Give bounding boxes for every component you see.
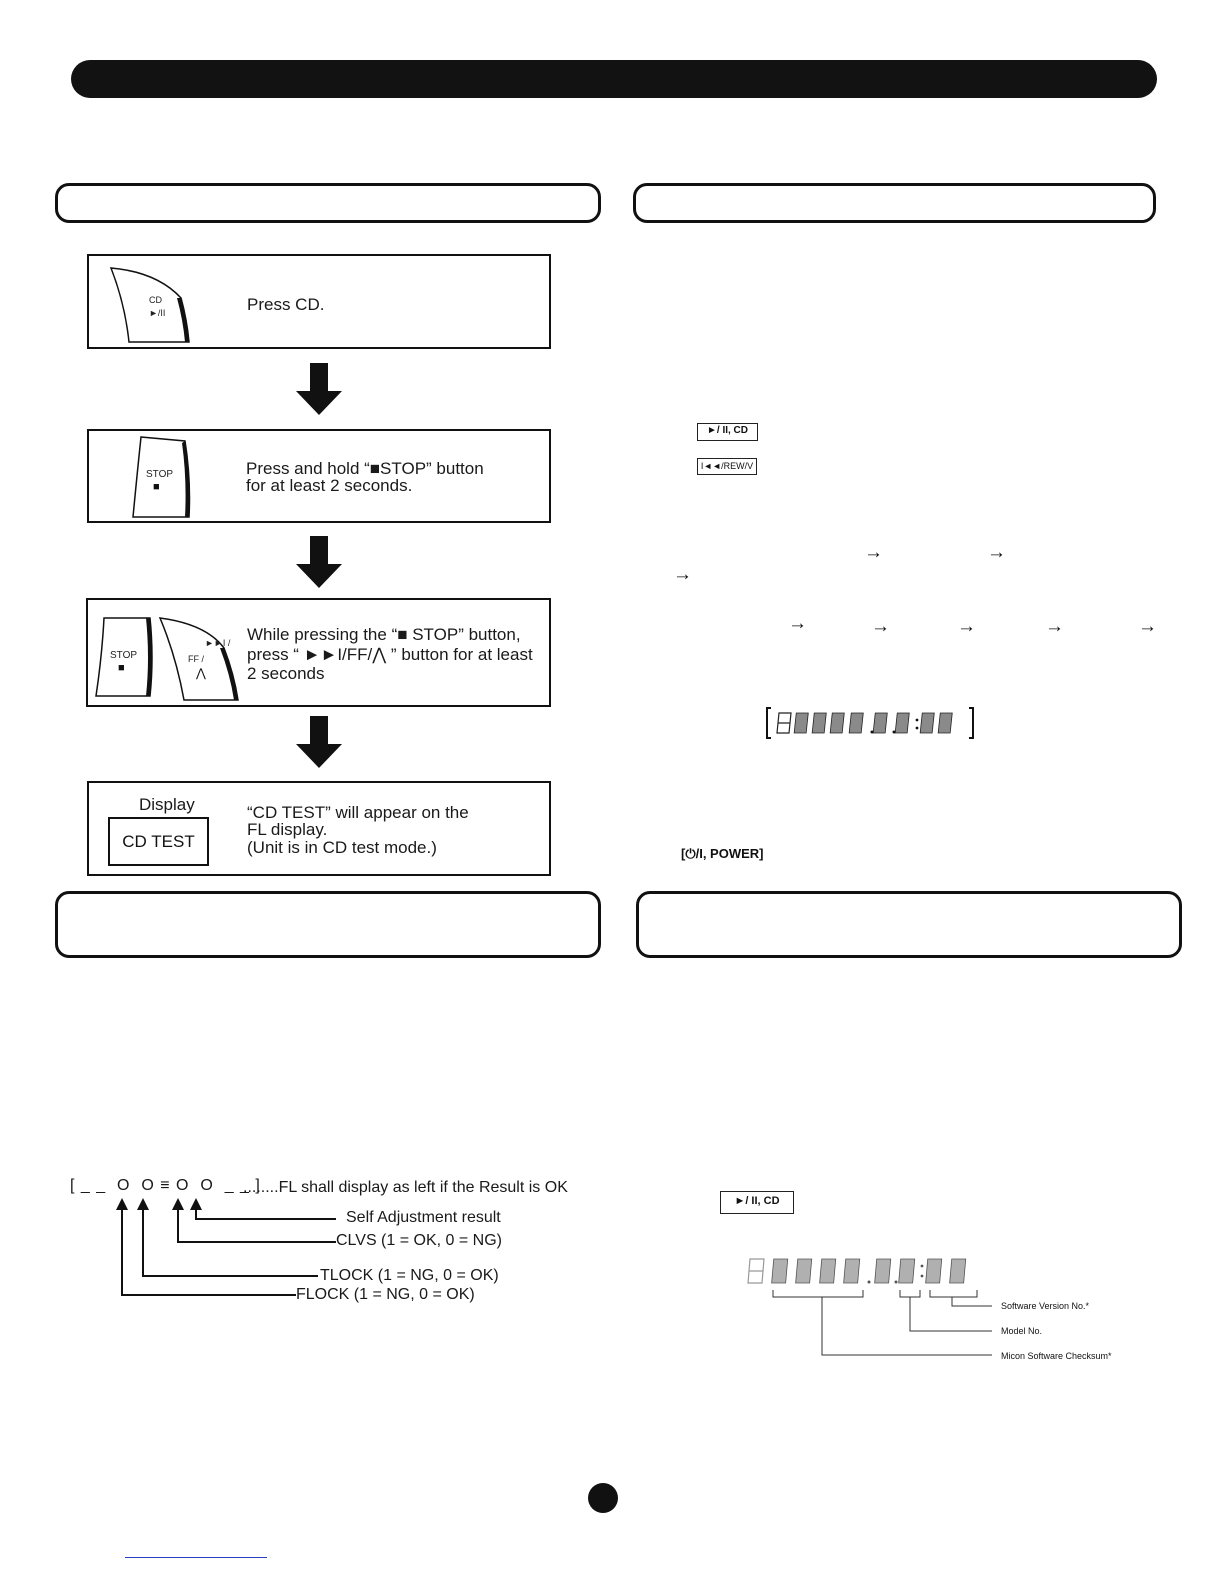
page-number-badge bbox=[588, 1483, 618, 1513]
step-3-text-line3: 2 seconds bbox=[247, 664, 325, 683]
stop-button-label: STOP bbox=[110, 650, 138, 661]
step-1-box bbox=[87, 254, 551, 349]
step-2-box bbox=[87, 429, 551, 523]
right-arrow-icon: → bbox=[1045, 616, 1064, 637]
tlock-label: TLOCK (1 = NG, 0 = OK) bbox=[320, 1267, 499, 1284]
right-arrow-icon: → bbox=[673, 564, 692, 585]
page-title-bar bbox=[71, 60, 1157, 98]
model-no-label: Model No. bbox=[1001, 1326, 1043, 1336]
self-adjustment-label: Self Adjustment result bbox=[346, 1209, 501, 1226]
fl-display-box: CD TEST bbox=[108, 817, 209, 866]
step-4-text-line3: (Unit is in CD test mode.) bbox=[247, 838, 437, 857]
play-pause-icon: ►/II bbox=[149, 308, 166, 318]
step-3-text-line1: While pressing the “■ STOP” button, bbox=[247, 625, 521, 644]
step-3-box bbox=[86, 598, 551, 707]
stop-button-label: STOP bbox=[146, 469, 174, 480]
fl-result-note: ........FL shall display as left if the Result is OK bbox=[243, 1179, 568, 1196]
section-header-right-top bbox=[633, 183, 1156, 223]
step-4-box bbox=[87, 781, 551, 876]
rew-button[interactable]: I◄◄/REW/V bbox=[697, 458, 757, 475]
software-version-label: Software Version No.* bbox=[1001, 1301, 1090, 1311]
cd-button-label: CD bbox=[149, 295, 162, 305]
power-button-label[interactable]: [⏻/I, POWER] bbox=[681, 846, 764, 861]
cd-play-button-illustration bbox=[105, 264, 191, 344]
play-cd-button[interactable]: ►/ II, CD bbox=[697, 423, 758, 441]
right-arrow-icon: → bbox=[957, 616, 976, 637]
down-arrow-icon bbox=[296, 536, 342, 588]
section-header-version bbox=[636, 891, 1182, 958]
step-3-text-line2: press “ ►►I/FF/⋀ ” button for at least bbox=[247, 645, 533, 664]
stop-square-icon: ■ bbox=[153, 481, 160, 493]
version-segment-display bbox=[742, 1256, 992, 1366]
stop-square-icon: ■ bbox=[118, 662, 125, 674]
step-4-text-line2: FL display. bbox=[247, 820, 328, 839]
right-arrow-icon: → bbox=[864, 542, 883, 563]
step-2-text-line1: Press and hold “■STOP” button bbox=[246, 459, 484, 478]
fl-result-display: [ _ _ O O ≡ O O _ _ ] bbox=[70, 1177, 261, 1194]
down-arrow-icon bbox=[296, 716, 342, 768]
checksum-label: Micon Software Checksum* bbox=[1001, 1351, 1112, 1361]
step-2-text-line2: for at least 2 seconds. bbox=[246, 476, 413, 495]
up-caret-icon: ⋀ bbox=[196, 666, 206, 680]
down-arrow-icon bbox=[296, 363, 342, 415]
clvs-label: CLVS (1 = OK, 0 = NG) bbox=[336, 1232, 502, 1249]
next-track-icon: ►►I / bbox=[205, 638, 231, 648]
play-cd-button[interactable]: ►/ II, CD bbox=[720, 1191, 794, 1214]
right-arrow-icon: → bbox=[871, 616, 890, 637]
ff-button-label: FF / bbox=[188, 654, 204, 664]
section-header-cd-test-mode bbox=[55, 183, 601, 223]
fl-segment-display bbox=[765, 706, 975, 740]
right-arrow-icon: → bbox=[788, 613, 807, 634]
step-4-text-line1: “CD TEST” will appear on the bbox=[247, 803, 469, 822]
section-header-self-adjust bbox=[55, 891, 601, 958]
step-1-text: Press CD. bbox=[247, 295, 325, 314]
result-leader-lines bbox=[110, 1198, 350, 1298]
footer-link-underline[interactable] bbox=[125, 1557, 267, 1558]
right-arrow-icon: → bbox=[987, 542, 1006, 563]
display-caption: Display bbox=[139, 795, 195, 814]
flock-label: FLOCK (1 = NG, 0 = OK) bbox=[296, 1286, 475, 1303]
right-arrow-icon: → bbox=[1138, 616, 1157, 637]
